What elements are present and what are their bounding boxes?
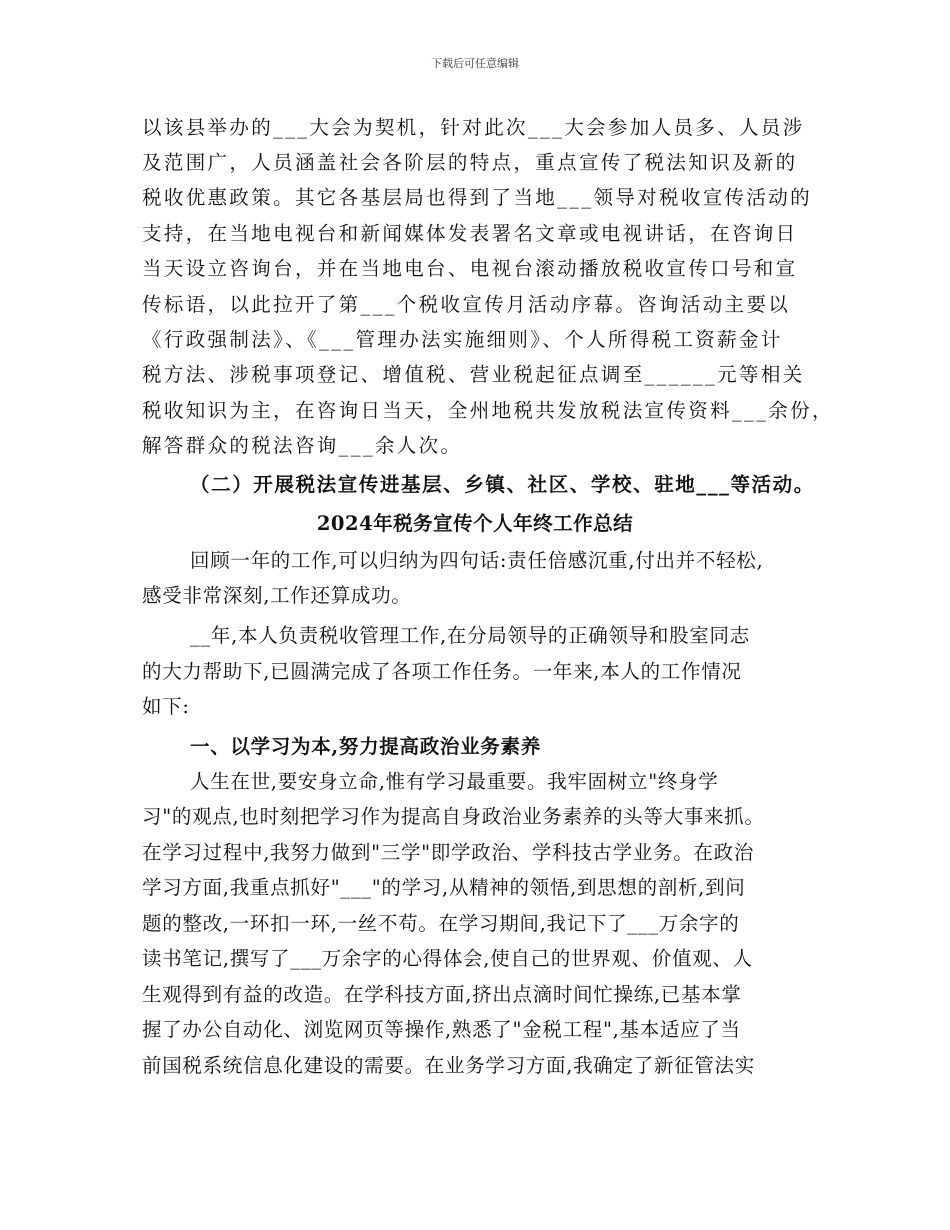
paragraph-line: 感受非常深刻,工作还算成功。 bbox=[142, 584, 412, 607]
paragraph-line: 习"的观点,也时刻把学习作为提高自身政治业务素养的头等大事来抓。 bbox=[142, 805, 765, 828]
page-header: 下载后可任意编辑 bbox=[431, 57, 519, 70]
document-title: 2024年税务宣传个人年终工作总结 bbox=[316, 512, 634, 535]
section-heading: 一、以学习为本,努力提高政治业务素养 bbox=[190, 735, 541, 758]
paragraph-line: 以该县举办的___大会为契机，针对此次___大会参加人员多、人员涉 bbox=[142, 116, 805, 139]
paragraph-line: 《行政强制法》、《___管理办法实施细则》、个人所得税工资薪金计 bbox=[142, 328, 783, 351]
paragraph-line: 如下: bbox=[142, 695, 190, 718]
paragraph-line: 在学习过程中,我努力做到"三学"即学政治、学科技古学业务。在政治 bbox=[142, 841, 755, 864]
paragraph-line: 当天设立咨询台，并在当地电台、电视台滚动播放税收宣传口号和宣 bbox=[142, 257, 798, 280]
paragraph-line: 支持，在当地电视台和新闻媒体发表署名文章或电视讲话，在咨询日 bbox=[142, 222, 798, 245]
subheading: （二）开展税法宣传进基层、乡镇、社区、学校、驻地___等活动。 bbox=[190, 473, 815, 496]
paragraph-line: 税收优惠政策。其它各基层局也得到了当地___领导对税收宣传活动的 bbox=[142, 186, 812, 209]
paragraph-line: 税方法、涉税事项登记、增值税、营业税起征点调至______元等相关 bbox=[142, 363, 805, 386]
paragraph-line: __年,本人负责税收管理工作,在分局领导的正确领导和股室同志 bbox=[190, 624, 750, 647]
paragraph-line: 读书笔记,撰写了___万余字的心得体会,使自己的世界观、价值观、人 bbox=[142, 947, 753, 970]
paragraph-line: 解答群众的税法咨询___余人次。 bbox=[142, 434, 463, 457]
paragraph-line: 及范围广，人员涵盖社会各阶层的特点，重点宣传了税法知识及新的 bbox=[142, 151, 798, 174]
paragraph-line: 学习方面,我重点抓好"___"的学习,从精神的领悟,到思想的剖析,到问 bbox=[142, 876, 746, 899]
paragraph-line: 生观得到有益的改造。在学科技方面,挤出点滴时间忙操练,已基本掌 bbox=[142, 983, 742, 1006]
paragraph-line: 税收知识为主，在咨询日当天，全州地税共发放税法宣传资料___余份， bbox=[142, 399, 834, 422]
paragraph-line: 的大力帮助下,已圆满完成了各项工作任务。一年来,本人的工作情况 bbox=[142, 660, 742, 683]
paragraph-line: 握了办公自动化、浏览网页等操作,熟悉了"金税工程",基本适应了当 bbox=[142, 1018, 741, 1041]
paragraph-line: 人生在世,要安身立命,惟有学习最重要。我牢固树立"终身学 bbox=[190, 770, 719, 793]
paragraph-line: 回顾一年的工作,可以归纳为四句话:责任倍感沉重,付出并不轻松, bbox=[190, 549, 764, 572]
paragraph-line: 传标语，以此拉开了第___个税收宣传月活动序幕。咨询活动主要以 bbox=[142, 293, 791, 316]
paragraph-line: 前国税系统信息化建设的需要。在业务学习方面,我确定了新征管法实 bbox=[142, 1054, 755, 1077]
paragraph-line: 题的整改,一环扣一环,一丝不苟。在学习期间,我记下了___万余字的 bbox=[142, 912, 740, 935]
